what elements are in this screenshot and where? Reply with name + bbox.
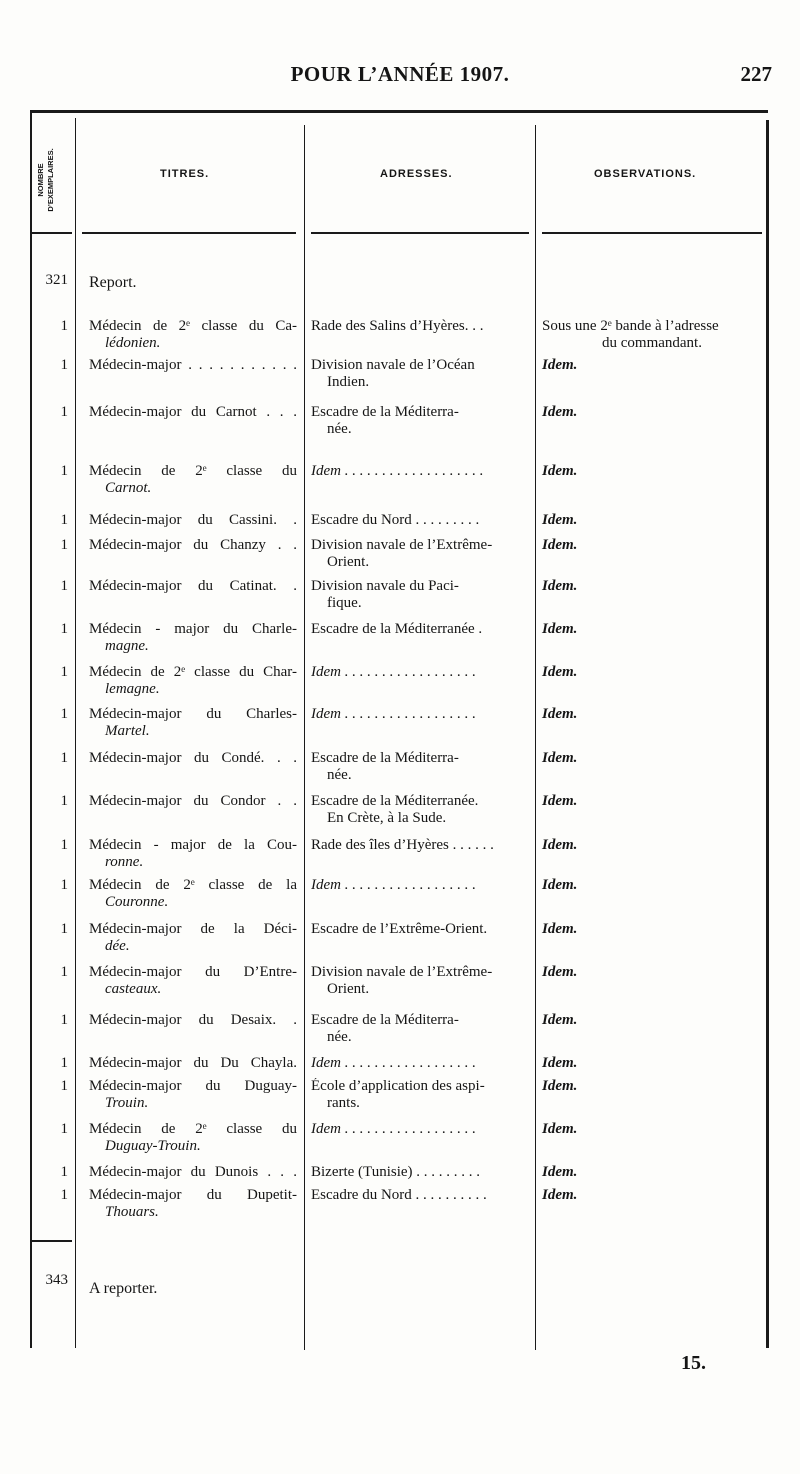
column-divider (304, 125, 305, 1350)
row-observation: Idem. (542, 793, 578, 809)
row-observation: Idem. (542, 404, 578, 420)
row-observation: Idem. (542, 664, 578, 680)
row-observation: Idem. (542, 1078, 578, 1094)
row-observation: Idem. (542, 964, 578, 980)
row-count: 1 (60, 837, 68, 853)
row-count: 1 (60, 1187, 68, 1203)
row-titre: Médecin-major du Chanzy . . (89, 537, 297, 553)
column-divider (766, 120, 769, 1348)
row-observation: Idem. (542, 512, 578, 528)
row-count: 1 (60, 357, 68, 373)
row-adresse: Escadre de la Méditerranée. En Crète, à la Sude. (311, 793, 479, 826)
row-titre: Médecin-major du Desaix. . (89, 1012, 297, 1028)
row-adresse: Division navale de l’Extrême- Orient. (311, 964, 493, 997)
row-adresse: Escadre de l’Extrême-Orient. (311, 921, 488, 937)
header-rule (82, 232, 296, 234)
row-titre: Médecin-major du Carnot . . . (89, 404, 297, 420)
row-adresse: Bizerte (Tunisie) . . . . . . . . . (311, 1164, 481, 1180)
row-adresse: Escadre du Nord . . . . . . . . . (311, 512, 480, 528)
row-adresse: Escadre de la Méditerra- née. (311, 750, 459, 783)
row-count: 1 (60, 621, 68, 637)
row-adresse: Idem . . . . . . . . . . . . . . . . . . (311, 664, 476, 680)
top-rule (30, 110, 768, 113)
row-observation: Idem. (542, 750, 578, 766)
row-count: 1 (60, 706, 68, 722)
column-header-adresses: ADRESSES. (380, 168, 453, 180)
row-observation: Idem. (542, 537, 578, 553)
header-rule (311, 232, 529, 234)
row-observation: Idem. (542, 706, 578, 722)
row-observation: Idem. (542, 921, 578, 937)
report-count: 321 (45, 272, 68, 288)
row-count: 1 (60, 921, 68, 937)
row-observation: Idem. (542, 1055, 578, 1071)
row-observation: Idem. (542, 837, 578, 853)
row-observation: Idem. (542, 877, 578, 893)
row-titre: Médecin-major du Charles- Martel. (89, 706, 297, 739)
row-adresse: École d’application des aspi- rants. (311, 1078, 485, 1111)
row-titre: Médecin de 2ᵉ classe du Duguay-Trouin. (89, 1121, 297, 1154)
row-observation: Idem. (542, 578, 578, 594)
row-count: 1 (60, 877, 68, 893)
row-titre: Médecin de 2ᵉ classe du Ca- lédonien. (89, 318, 297, 351)
row-titre: Médecin de 2ᵉ classe de la Couronne. (89, 877, 297, 910)
row-titre: Médecin-major du Condor . . (89, 793, 297, 809)
row-count: 1 (60, 404, 68, 420)
row-count: 1 (60, 1012, 68, 1028)
row-titre: Médecin-major de la Déci- dée. (89, 921, 297, 954)
row-observation: Idem. (542, 1121, 578, 1137)
row-count: 1 (60, 537, 68, 553)
column-divider (75, 118, 76, 1348)
row-count: 1 (60, 318, 68, 334)
column-header-nombre: NOMBRE D’EXEMPLAIRES. (36, 148, 55, 212)
total-rule (32, 1240, 72, 1242)
row-count: 1 (60, 793, 68, 809)
row-titre: Médecin-major du Catinat. . (89, 578, 297, 594)
row-titre: Médecin-major du Dupetit- Thouars. (89, 1187, 297, 1220)
row-titre: Médecin-major du Du Chayla. (89, 1055, 297, 1071)
row-titre: Médecin-major du Cassini. . (89, 512, 297, 528)
row-adresse: Division navale du Paci- fique. (311, 578, 459, 611)
row-count: 1 (60, 1078, 68, 1094)
header-rule (32, 232, 72, 234)
row-observation: Sous une 2ᵉ bande à l’adresse du commandant. (542, 318, 719, 351)
row-count: 1 (60, 1121, 68, 1137)
row-count: 1 (60, 1055, 68, 1071)
report-label: Report. (89, 274, 137, 291)
column-divider (535, 125, 536, 1350)
running-title: POUR L’ANNÉE 1907. (290, 62, 510, 86)
header-rule (542, 232, 762, 234)
row-adresse: Rade des îles d’Hyères . . . . . . (311, 837, 494, 853)
signature-mark: 15. (681, 1352, 706, 1374)
row-observation: Idem. (542, 357, 578, 373)
page-number: 227 (740, 62, 772, 86)
row-count: 1 (60, 578, 68, 594)
row-count: 1 (60, 512, 68, 528)
column-header-observations: OBSERVATIONS. (594, 168, 697, 180)
row-titre: Médecin-major du Condé. . . (89, 750, 297, 766)
row-adresse: Escadre de la Méditerra- née. (311, 404, 459, 437)
row-observation: Idem. (542, 1164, 578, 1180)
row-titre: Médecin de 2ᵉ classe du Carnot. (89, 463, 297, 496)
row-count: 1 (60, 463, 68, 479)
row-titre: Médecin de 2ᵉ classe du Char- lemagne. (89, 664, 297, 697)
column-header-titres: TITRES. (160, 168, 210, 180)
row-adresse: Escadre de la Méditerra- née. (311, 1012, 459, 1045)
carry-forward-label: A reporter. (89, 1280, 158, 1297)
row-adresse: Escadre de la Méditerranée . (311, 621, 483, 637)
row-adresse: Idem . . . . . . . . . . . . . . . . . . (311, 1055, 476, 1071)
row-observation: Idem. (542, 463, 578, 479)
row-observation: Idem. (542, 621, 578, 637)
row-adresse: Idem . . . . . . . . . . . . . . . . . . . (311, 463, 484, 479)
row-titre: Médecin - major de la Cou- ronne. (89, 837, 297, 870)
row-observation: Idem. (542, 1012, 578, 1028)
row-adresse: Rade des Salins d’Hyères. . . (311, 318, 484, 334)
row-titre: Médecin-major du D’Entre- casteaux. (89, 964, 297, 997)
row-count: 1 (60, 664, 68, 680)
row-observation: Idem. (542, 1187, 578, 1203)
column-divider (30, 113, 32, 1348)
row-adresse: Idem . . . . . . . . . . . . . . . . . . (311, 877, 476, 893)
row-titre: Médecin-major du Duguay- Trouin. (89, 1078, 297, 1111)
row-titre: Médecin-major . . . . . . . . . . . (89, 357, 297, 373)
row-titre: Médecin - major du Charle- magne. (89, 621, 297, 654)
row-adresse: Escadre du Nord . . . . . . . . . . (311, 1187, 487, 1203)
row-count: 1 (60, 964, 68, 980)
carry-forward-count: 343 (45, 1272, 68, 1288)
row-adresse: Idem . . . . . . . . . . . . . . . . . . (311, 1121, 476, 1137)
row-titre: Médecin-major du Dunois . . . (89, 1164, 297, 1180)
row-adresse: Division navale de l’Océan Indien. (311, 357, 475, 390)
row-count: 1 (60, 750, 68, 766)
row-adresse: Idem . . . . . . . . . . . . . . . . . . (311, 706, 476, 722)
row-adresse: Division navale de l’Extrême- Orient. (311, 537, 493, 570)
row-count: 1 (60, 1164, 68, 1180)
